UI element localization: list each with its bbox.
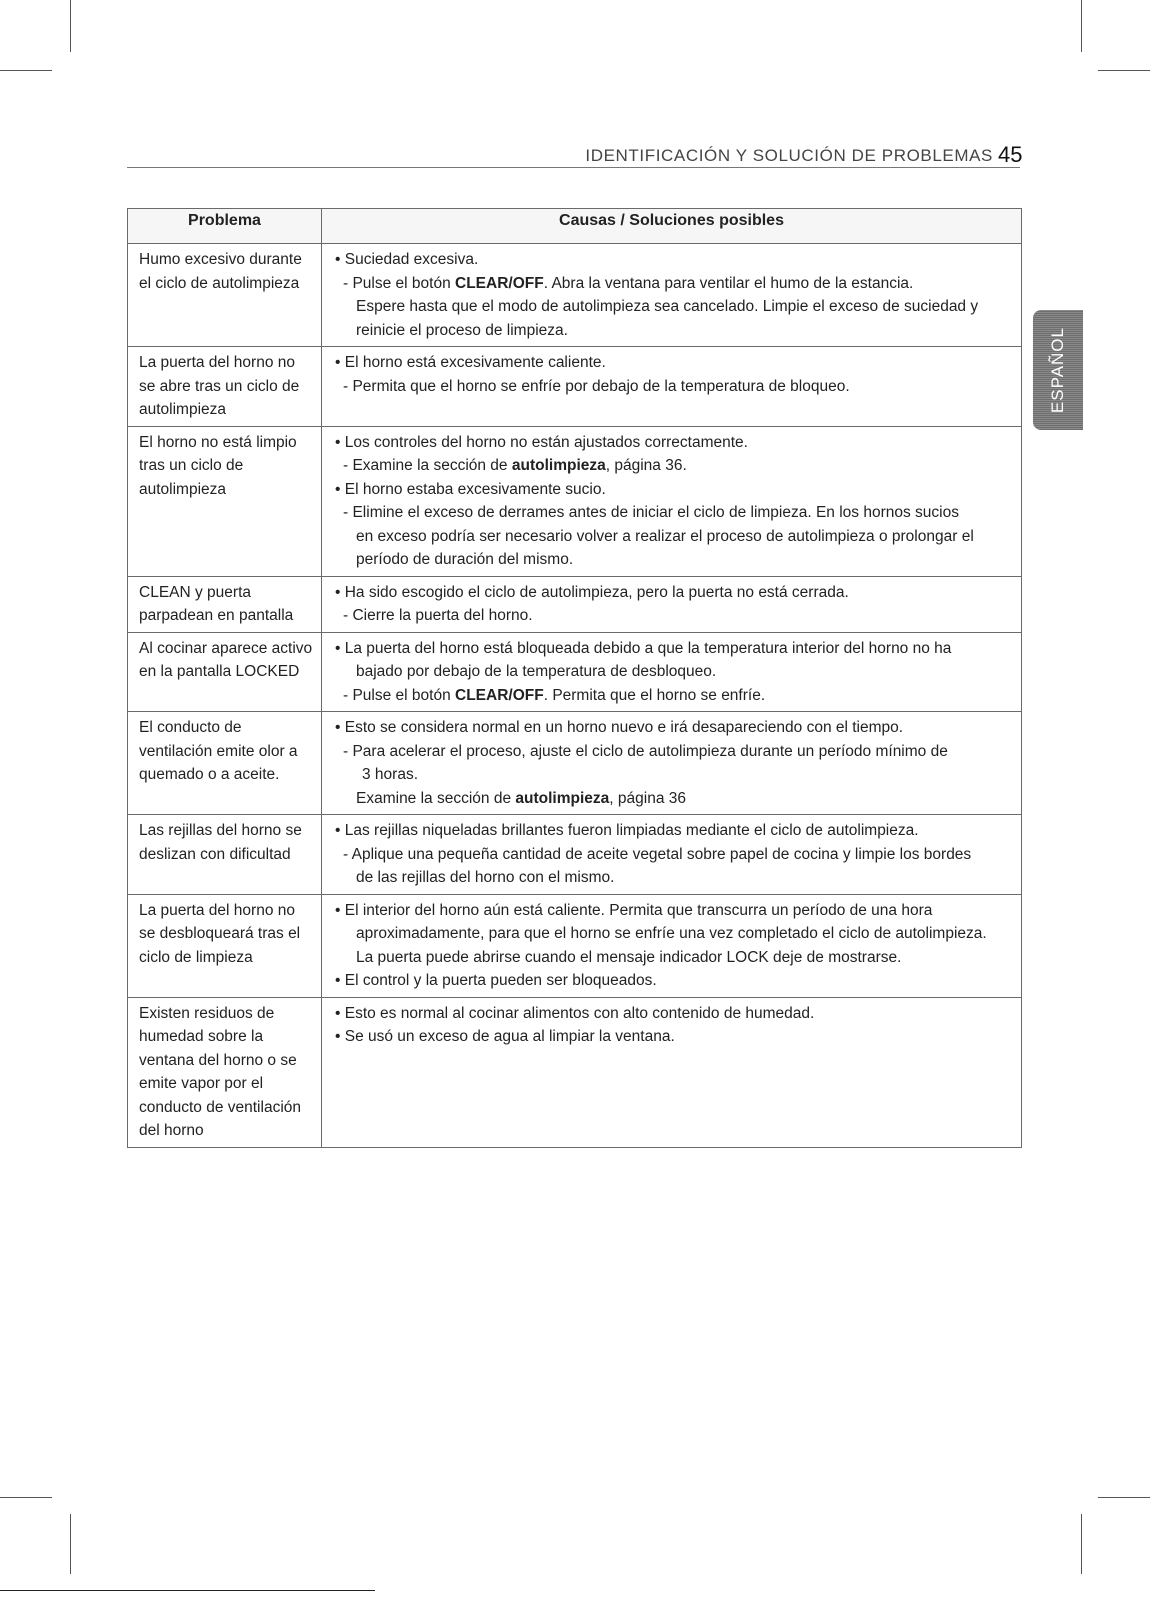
crop-mark xyxy=(0,1497,52,1498)
cause-bullet: • Suciedad excesiva. xyxy=(335,251,479,268)
line-text: . Permita que el horno se enfríe. xyxy=(543,686,766,704)
troubleshooting-table xyxy=(127,208,1022,1148)
cause-bullet: • Las rejillas niqueladas brillantes fueron limpiadas mediante el ciclo de autolimpieza. xyxy=(335,822,919,839)
cause-bullet: • Esto es normal al cocinar alimentos con alto contenido de humedad. xyxy=(335,1004,815,1022)
solution-line: - Elimine el exceso de derrames antes de iniciar el ciclo de limpieza. En los hornos sucios xyxy=(343,504,959,521)
line-text: - Examine la sección de xyxy=(343,457,512,474)
table-row xyxy=(128,632,1022,712)
cause-bullet: • Los controles del horno no están ajustados correctamente. xyxy=(335,433,748,451)
problem-cell: Existen residuos de humedad sobre la ventana del horno o se emite vapor por el conducto de ventilación del horno xyxy=(128,997,322,1147)
language-tab-label: ESPAÑOL xyxy=(1048,326,1067,414)
crop-mark xyxy=(1081,0,1082,52)
problem-cell: Al cocinar aparece activo en la pantalla LOCKED xyxy=(128,632,322,712)
solution-line xyxy=(335,787,1013,811)
table-row xyxy=(128,997,1022,1147)
solution-line: en exceso podría ser necesario volver a realizar el proceso de autolimpieza o prolongar el período de duración del mismo. xyxy=(356,527,974,568)
line-text: , página 36 xyxy=(609,789,686,807)
solution-line: bajado por debajo de la temperatura de desbloqueo. xyxy=(356,663,717,680)
solution-line: - Para acelerar el proceso, ajuste el ciclo de autolimpieza durante un período mínimo de xyxy=(343,742,948,760)
table-row xyxy=(128,894,1022,997)
causes-cell xyxy=(322,632,1022,712)
cause-bullet: • Se usó un exceso de agua al limpiar la ventana. xyxy=(335,1028,675,1045)
solution-line: - Aplique una pequeña cantidad de aceite vegetal sobre papel de cocina y limpie los bordes xyxy=(343,845,972,863)
language-tab xyxy=(1033,310,1083,430)
cause-bullet: • El horno está excesivamente caliente. xyxy=(335,354,606,371)
line-text: - Pulse el botón xyxy=(343,686,456,704)
table-row xyxy=(128,576,1022,632)
crop-mark xyxy=(0,1590,375,1591)
solution-line: - Cierre la puerta del horno. xyxy=(343,607,533,624)
crop-mark xyxy=(70,1514,71,1574)
column-header-causes: Causas / Soluciones posibles xyxy=(322,209,1022,244)
table-row xyxy=(128,426,1022,576)
causes-cell xyxy=(322,347,1022,427)
table-row xyxy=(128,244,1022,347)
table-row xyxy=(128,347,1022,427)
problem-cell: El horno no está limpio tras un ciclo de autolimpieza xyxy=(128,426,322,576)
cause-bullet: • El interior del horno aún está caliente. Permita que transcurra un período de una hora xyxy=(335,901,933,919)
solution-line: aproximadamente, para que el horno se enfríe una vez completado el ciclo de autolimpieza. xyxy=(356,925,987,942)
causes-cell xyxy=(322,426,1022,576)
problem-cell: CLEAN y puerta parpadean en pantalla xyxy=(128,576,322,632)
column-header-problem: Problema xyxy=(128,209,322,244)
solution-line: 3 horas. xyxy=(362,766,419,783)
solution-line: de las rejillas del horno con el mismo. xyxy=(356,869,615,886)
section-title: IDENTIFICACIÓN Y SOLUCIÓN DE PROBLEMAS xyxy=(585,146,993,165)
header-divider xyxy=(127,167,1020,168)
causes-cell xyxy=(322,894,1022,997)
cause-bullet: • Esto se considera normal en un horno nuevo e irá desapareciendo con el tiempo. xyxy=(335,719,904,736)
crop-mark xyxy=(70,0,71,52)
line-text: Examine la sección de xyxy=(356,789,516,807)
causes-cell xyxy=(322,576,1022,632)
cause-bullet: • El control y la puerta pueden ser bloqueados. xyxy=(335,972,657,989)
emphasized-term: CLEAR/OFF xyxy=(455,686,544,704)
page-number: 45 xyxy=(998,142,1023,167)
solution-line: La puerta puede abrirse cuando el mensaje indicador LOCK deje de mostrarse. xyxy=(356,948,902,966)
table-row xyxy=(128,712,1022,815)
table-body xyxy=(128,244,1022,1148)
crop-mark xyxy=(1098,1497,1150,1498)
problem-cell: El conducto de ventilación emite olor a quemado o a aceite. xyxy=(128,712,322,815)
crop-mark xyxy=(0,70,52,71)
causes-cell xyxy=(322,997,1022,1147)
solution-line xyxy=(335,684,1013,708)
problem-cell: La puerta del horno no se desbloqueará tras el ciclo de limpieza xyxy=(128,894,322,997)
table-row xyxy=(128,815,1022,895)
causes-cell xyxy=(322,712,1022,815)
cause-bullet: • La puerta del horno está bloqueada debido a que la temperatura interior del horno no ha xyxy=(335,639,952,657)
solution-line: - Permita que el horno se enfríe por debajo de la temperatura de bloqueo. xyxy=(343,377,850,395)
crop-mark xyxy=(1081,1514,1082,1574)
table-header-row xyxy=(128,209,1022,244)
line-text: . Abra la ventana para ventilar el humo de la estancia. xyxy=(543,274,914,292)
cause-bullet: • El horno estaba excesivamente sucio. xyxy=(335,480,606,498)
problem-cell: Humo excesivo durante el ciclo de autolimpieza xyxy=(128,244,322,347)
emphasized-term: autolimpieza xyxy=(515,789,610,807)
line-text: - Pulse el botón xyxy=(343,274,456,292)
emphasized-term: CLEAR/OFF xyxy=(455,274,544,292)
emphasized-term: autolimpieza xyxy=(511,457,606,474)
causes-cell xyxy=(322,244,1022,347)
causes-cell xyxy=(322,815,1022,895)
solution-line xyxy=(335,454,1013,478)
solution-line xyxy=(335,272,1013,296)
cause-bullet: • Ha sido escogido el ciclo de autolimpieza, pero la puerta no está cerrada. xyxy=(335,583,849,601)
problem-cell: La puerta del horno no se abre tras un ciclo de autolimpieza xyxy=(128,347,322,427)
solution-line: Espere hasta que el modo de autolimpieza sea cancelado. Limpie el exceso de suciedad y reinicie el proceso de limpieza. xyxy=(356,298,979,339)
crop-mark xyxy=(1098,70,1150,71)
problem-cell: Las rejillas del horno se deslizan con dificultad xyxy=(128,815,322,895)
line-text: , página 36. xyxy=(605,457,687,474)
